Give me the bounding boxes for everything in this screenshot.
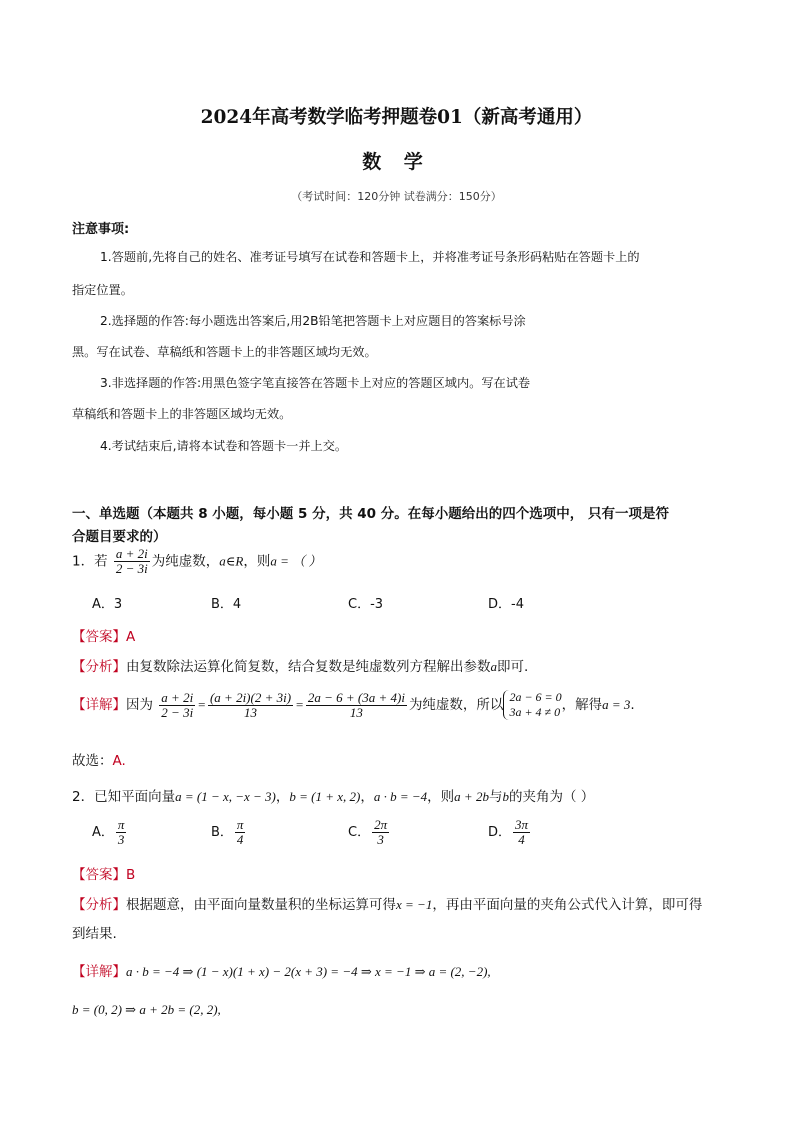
notice-item-2-line-2: 黑。写在试卷、草稿纸和答题卡上的非答题区域均无效。 [72,345,377,359]
answer-tag: 【答案】 [72,629,126,645]
fraction-denominator: 2 − 3i [161,704,194,720]
question-1-text-mid: 为纯虚数， [151,553,220,570]
detail-equation-1: a · b = −4 ⇒ (1 − x)(1 + x) − 2(x + 3) = −4 ⇒ x = −1 ⇒ a = (2, −2), [126,964,491,979]
question-1-stem [72,547,321,576]
page-title: 2024年高考数学临考押题卷01（新高考通用） [200,107,593,128]
q1-answer [72,625,135,645]
q1-option-a: A．3 [92,597,123,612]
question-1-number: 1．若 [72,553,108,570]
answer-tag: 【答案】 [72,867,126,883]
q2-answer [72,863,135,883]
answer-value: B [126,867,136,883]
notice-item-1-line-1: 1.答题前,先将自己的姓名、准考证号填写在试卷和答题卡上，并将准考证号条形码粘贴在答题卡上的 [100,250,640,264]
fraction-denominator: 2 − 3i [115,561,148,576]
fraction-numerator: a + 2i [115,546,148,561]
fraction-denominator: 13 [244,704,258,720]
detail-result: a = 3 [602,697,631,712]
analysis-tag: 【分析】 [72,659,126,675]
question-2-text-with: 与 [488,789,503,805]
fraction-numerator: π [117,817,125,832]
question-2-stem: 2．已知平面向量a = (1 − x, −x − 3)，b = (1 + x, 2)，a · b = −4，则a + 2b与b的夹角为（ ） [72,789,595,805]
vector-b: b = (1 + x, 2) [289,789,361,804]
detail-fraction-3 [306,691,407,720]
expression-a-plus-2b: a + 2b [454,789,489,804]
detail-text-3: ，解得 [561,697,603,713]
fraction-denominator: 4 [236,832,244,847]
question-1-text-then: ，则 [243,553,271,570]
fraction-denominator: 3 [377,832,384,847]
fraction-denominator: 3 [117,832,125,847]
notice-heading: 注意事项: [72,222,130,237]
expression-b: b [502,789,509,804]
q1-option-b: B．4 [211,597,242,612]
detail-tag: 【详解】 [72,964,126,980]
section-heading-line-2: 合题目要求的） [72,529,167,545]
vector-a: a = (1 − x, −x − 3) [175,789,276,804]
q1-choose [72,749,126,769]
detail-fraction-1 [159,691,195,720]
choose-label: 故选： [72,753,113,769]
question-1-fraction [114,547,150,576]
detail-fraction-2 [208,691,293,720]
analysis-text-b: ，再由平面向量的夹角公式代入计算，即可得 [432,897,703,913]
notice-item-2-line-1: 2.选择题的作答:每小题选出答案后,用2B铅笔把答题卡上对应题目的答案标号涂 [100,314,526,328]
q2-analysis-line-2: 到结果. [72,926,117,942]
detail-text-2: 为纯虚数，所以 [408,697,504,713]
option-label: A． [92,825,114,840]
q2-detail-line-1 [72,960,491,980]
system-line-2: 3a + 4 ≠ 0 [509,705,561,719]
analysis-text: 由复数除法运算化简复数，结合复数是纯虚数列方程解出参数 [126,659,491,675]
notice-item-1-line-2: 指定位置。 [72,283,133,297]
fraction-numerator: (a + 2i)(2 + 3i) [209,689,292,705]
detail-equation-system [503,690,561,720]
question-1-ask: a = （ ） [270,553,322,569]
dot-product: a · b = −4 [373,789,428,804]
notice-item-3-line-1: 3.非选择题的作答:用黑色签字笔直接答在答题卡上对应的答题区域内。写在试卷 [100,376,531,390]
option-label: D． [488,825,512,840]
fraction-numerator: 2π [374,817,388,832]
section-heading-line-1: 一、单选题（本题共 8 小题，每小题 5 分，共 40 分。在每小题给出的四个选项中， 只有一项是符 [72,506,669,522]
detail-because: 因为 [126,697,153,713]
question-2-text-then: ，则 [427,789,455,805]
q2-option-a [92,818,128,847]
notice-item-3-line-2: 草稿纸和答题卡上的非答题区域均无效。 [72,407,292,421]
analysis-tag: 【分析】 [72,897,126,913]
notice-item-4: 4.考试结束后,请将本试卷和答题卡一并上交。 [100,439,348,453]
detail-tag: 【详解】 [72,697,126,713]
fraction-numerator: 2a − 6 + (3a + 4)i [307,689,405,705]
detail-end: . [630,697,635,713]
fraction-numerator: π [236,817,244,832]
subject-title: 数 学 [362,151,431,173]
fraction-numerator: a + 2i [161,689,194,705]
fraction-numerator: 3π [515,817,529,832]
q1-option-c: C．-3 [348,597,384,612]
analysis-var: a [490,659,497,674]
option-label: B． [211,825,233,840]
exam-info: （考试时间：120分钟 试卷满分：150分） [291,190,502,203]
q1-option-d: D．-4 [488,597,524,612]
q2-detail-line-2 [72,1002,221,1018]
fraction-denominator: 13 [349,704,363,720]
question-1-condition: a∈R [219,553,244,569]
q2-option-c [348,818,391,847]
q2-analysis-line-1 [72,893,702,913]
choose-value: A. [112,753,126,769]
q1-analysis [72,655,528,675]
q2-option-b [211,818,247,847]
system-line-1: 2a − 6 = 0 [509,690,562,704]
answer-value: A [126,629,136,645]
q2-option-d [488,818,532,847]
option-label: C． [348,825,371,840]
analysis-end: 即可. [497,659,529,675]
question-2-text-end: 的夹角为（ ） [508,789,595,805]
detail-equation-2: b = (0, 2) ⇒ a + 2b = (2, 2), [72,1002,221,1017]
analysis-text: 根据题意，由平面向量数量积的坐标运算可得 [126,897,396,913]
question-2-number: 2．已知平面向量 [72,789,176,805]
fraction-denominator: 4 [518,832,525,847]
q1-detail: 【详解】因为 $\frac{a + 2i}{2 - 3i}$ = $\frac{(a + 2i)(2 + 3i)}{13}$ = $\frac{2a - 6 + (3a + 4)i}{13}$ 为纯虚数，所以 2a − 6 = 0 3a + 4 ≠ 0 ，解得a = 3. [72,689,635,720]
analysis-x: x = −1 [396,897,433,912]
